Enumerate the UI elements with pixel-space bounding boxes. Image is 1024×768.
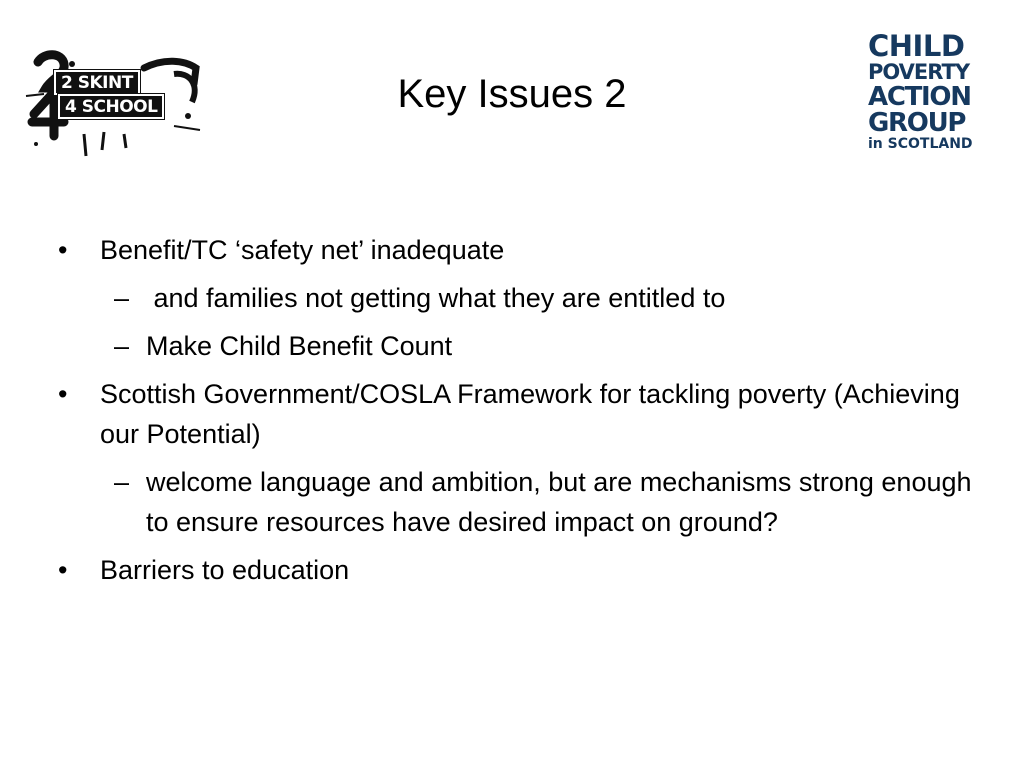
dash-marker: – [114, 331, 130, 361]
dash-marker: – [114, 283, 130, 313]
sub-bullet-item [56, 462, 976, 542]
slide-title: Key Issues 2 [397, 72, 627, 116]
bullet-item [56, 550, 976, 590]
logo-right-line4: GROUP [868, 108, 966, 138]
bullet-marker: • [58, 379, 68, 409]
cpag-scotland-logo [868, 29, 990, 154]
bullet-text: Benefit/TC ‘safety net’ inadequate [100, 235, 505, 265]
logo-right-line3: ACTION [868, 82, 971, 112]
logo-right-line1: CHILD [868, 29, 965, 63]
bullet-item [56, 374, 976, 454]
sub-bullet-text: welcome language and ambition, but are mechanisms strong enough to ensure resources have desired impact on ground? [146, 467, 972, 537]
logo-left-line1: 2 SKINT [54, 70, 140, 95]
bullet-marker: • [58, 235, 68, 265]
sub-bullet-text: Make Child Benefit Count [146, 331, 453, 361]
slide-body [56, 230, 976, 598]
bullet-text: Scottish Government/COSLA Framework for tackling poverty (Achieving our Potential) [100, 379, 960, 449]
sub-bullet-text: and families not getting what they are entitled to [146, 283, 726, 313]
bullet-text: Barriers to education [100, 555, 350, 585]
dash-marker: – [114, 467, 130, 497]
logo-right-line5: in SCOTLAND [868, 136, 973, 152]
bullet-item [56, 230, 976, 270]
logo-right-line2: POVERTY [868, 60, 970, 84]
sub-bullet-item [56, 326, 976, 366]
logo-left-line2: 4 SCHOOL [58, 94, 164, 119]
bullet-marker: • [58, 555, 68, 585]
sub-bullet-item [56, 278, 976, 318]
